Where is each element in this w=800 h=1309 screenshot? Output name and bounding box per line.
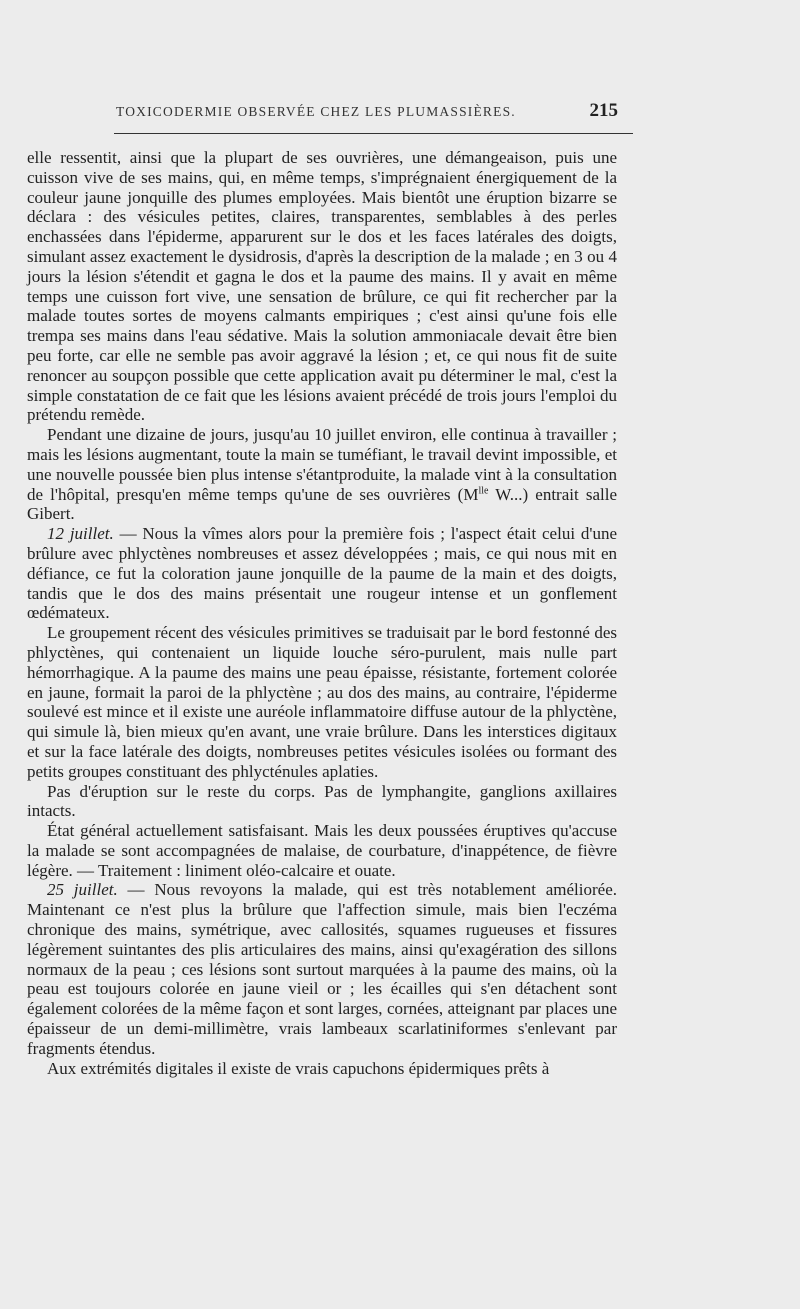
date-label: 12 juillet. (47, 524, 114, 544)
header-rule (114, 133, 633, 134)
paragraph: 25 juillet. — Nous revoyons la malade, qui est très notablement améliorée. Maintenant ce n'est plus la brûlure que l'affection simule, mais bien l'eczéma chronique des mains, symétrique, avec callosités, squames rugueuses et fissures légèrement suintantes des plis articulaires des mains, ainsi qu'exagération des sillons normaux de la peau ; ces lésions sont surtout marquées à la paume des mains, où la peau est toujours colorée en jaune vieil or ; les écailles qui s'en détachent sont également colorées de la même façon et sont larges, cornées, atteignant par places une épaisseur de un demi-millimètre, vrais lambeaux scarlatiniformes s'enlevant par fragments étendus. (27, 880, 617, 1058)
paragraph: Le groupement récent des vésicules primitives se traduisait par le bord festonné des phlyctènes, qui contenaient un liquide louche séro-purulent, mais nulle part hémorrhagique. A la paume des mains une peau épaisse, résistante, fortement colorée en jaune, formait la paroi de la phlyctène ; au dos des mains, au contraire, l'épiderme soulevé est mince et il existe une auréole inflammatoire diffuse autour de la phlyctène, qui simule là, bien mieux qu'en avant, une vraie brûlure. Dans les interstices digitaux et sur la face latérale des doigts, nombreuses petites vésicules isolées ou formant des petits groupes constituant des phlycténules aplaties. (27, 623, 617, 781)
date-label: 25 juillet. (47, 880, 118, 900)
paragraph: Pendant une dizaine de jours, jusqu'au 10 juillet environ, elle continua à travailler ; mais les lésions augmentant, toute la main se tuméfiant, le travail devint impossible, et une nouvelle poussée bien plus intense s'étantproduite, la malade vint à la consultation de l'hôpital, presqu'en même temps qu'une de ses ouvrières ($M^{lle}$ W...) entrait salle Gibert. (27, 425, 617, 524)
body-text (27, 148, 617, 1078)
superscript: lle (478, 484, 489, 496)
paragraph: État général actuellement satisfaisant. Mais les deux poussées éruptives qu'accuse la malade se sont accompagnées de malaise, de courbature, d'inappétence, de fièvre légère. — Traitement : liniment oléo-calcaire et ouate. (27, 821, 617, 880)
paragraph: elle ressentit, ainsi que la plupart de ses ouvrières, une démangeaison, puis une cuisson vive de ses mains, qui, en même temps, s'imprégnaient énergiquement de la couleur jaune jonquille des plumes employées. Mais bientôt une éruption bizarre se déclara : des vésicules petites, claires, transparentes, semblables à des perles enchassées dans l'épiderme, apparurent sur le dos et les faces latérales des doigts, simulant assez exactement le dysidrosis, d'après la description de la malade ; en 3 ou 4 jours la lésion s'étendit et gagna le dos et la paume des mains. Il y avait en même temps une cuisson fort vive, une sensation de brûlure, ce qui fit rechercher par la malade toutes sortes de moyens calmants empiriques ; c'est ainsi qu'une fois elle trempa ses mains dans l'eau sédative. Mais la solution ammoniacale devait être bien peu forte, car elle ne semble pas avoir aggravé la lésion ; et, ce qui nous fit de suite renoncer au soupçon possible que cette application avait pu déterminer le mal, c'est la simple constatation de ce fait que les lésions avaient précédé de trois jours l'emploi du prétendu remède. (27, 148, 617, 425)
paragraph: Aux extrémités digitales il existe de vrais capuchons épidermiques prêts à (47, 1058, 550, 1078)
paragraph: Pas d'éruption sur le reste du corps. Pas de lymphangite, ganglions axillaires intacts. (27, 781, 617, 821)
paragraph: 12 juillet. — Nous la vîmes alors pour la première fois ; l'aspect était celui d'une brûlure avec phlyctènes nombreuses et assez développées ; mais, ce qui nous mit en défiance, ce fut la coloration jaune jonquille de la paume de la main et des doigts, tandis que le dos des mains présentait une rougeur intense et un gonflement œdémateux. (27, 524, 617, 623)
page-number: 215 (589, 100, 618, 121)
running-title: TOXICODERMIE OBSERVÉE CHEZ LES PLUMASSIÈRES. (116, 104, 516, 119)
